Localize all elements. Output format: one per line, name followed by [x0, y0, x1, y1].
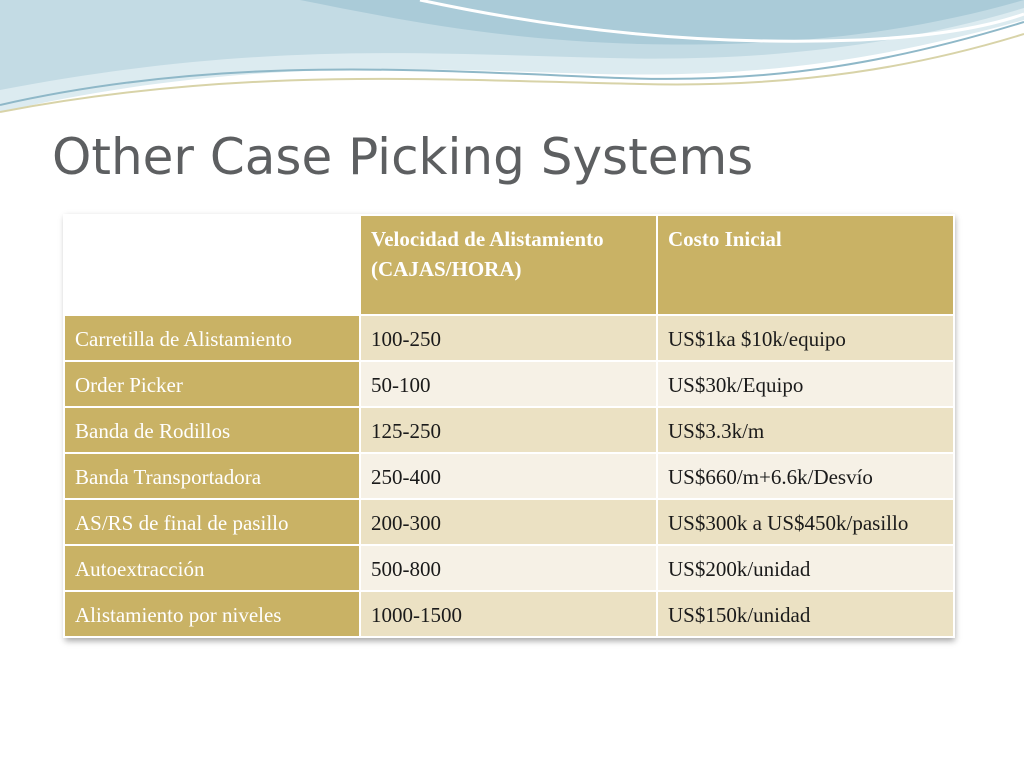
row-label: Banda de Rodillos	[64, 407, 360, 453]
row-label: Autoextracción	[64, 545, 360, 591]
header-initial-cost: Costo Inicial	[657, 215, 954, 315]
table-row	[64, 407, 954, 453]
comparison-table	[63, 214, 955, 638]
speed-cell: 100-250	[360, 315, 657, 361]
cost-cell: US$300k a US$450k/pasillo	[657, 499, 954, 545]
header-speed: Velocidad de Alistamiento (CAJAS/HORA)	[360, 215, 657, 315]
table-row	[64, 499, 954, 545]
speed-cell: 125-250	[360, 407, 657, 453]
table-row	[64, 453, 954, 499]
row-label: Order Picker	[64, 361, 360, 407]
cost-cell: US$200k/unidad	[657, 545, 954, 591]
row-label: Banda Transportadora	[64, 453, 360, 499]
table-row	[64, 361, 954, 407]
cost-cell: US$150k/unidad	[657, 591, 954, 637]
cost-cell: US$3.3k/m	[657, 407, 954, 453]
cost-cell: US$1ka $10k/equipo	[657, 315, 954, 361]
cost-cell: US$660/m+6.6k/Desvío	[657, 453, 954, 499]
speed-cell: 500-800	[360, 545, 657, 591]
speed-cell: 1000-1500	[360, 591, 657, 637]
speed-cell: 250-400	[360, 453, 657, 499]
table-row	[64, 545, 954, 591]
row-label: Alistamiento por niveles	[64, 591, 360, 637]
table-header-row	[64, 215, 954, 315]
header-corner-cell	[64, 215, 360, 315]
table-row	[64, 315, 954, 361]
comparison-table-container	[63, 214, 953, 638]
speed-cell: 50-100	[360, 361, 657, 407]
slide-title: Other Case Picking Systems	[52, 128, 754, 186]
cost-cell: US$30k/Equipo	[657, 361, 954, 407]
table-row	[64, 591, 954, 637]
row-label: AS/RS de final de pasillo	[64, 499, 360, 545]
decorative-wave-banner	[0, 0, 1024, 120]
speed-cell: 200-300	[360, 499, 657, 545]
row-label: Carretilla de Alistamiento	[64, 315, 360, 361]
